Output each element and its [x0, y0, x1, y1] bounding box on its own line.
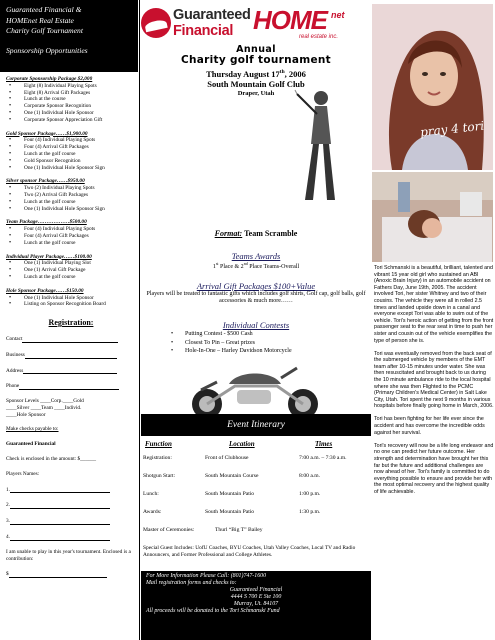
sponsorship-sidebar [0, 0, 138, 640]
package-benefit-item: • One (1) Individual Hole Sponsor [6, 295, 136, 302]
package-benefit-item: • One (1) Arrival Gift Package [6, 267, 136, 274]
package-benefit-item: • One (1) Individual Hole Sponsor [6, 110, 136, 117]
logo-text-financial: Financial [173, 23, 234, 39]
individual-contests-title: Individual Contests [222, 320, 290, 330]
package-benefit-item: • Lunch at the course [6, 96, 136, 103]
tori-story [374, 265, 494, 502]
sponsor-level-options[interactable]: Sponsor Levels ____Corp.____Gold ____Silver ____Team ____Individ. ____Hole Sponsor [6, 398, 84, 418]
package-benefits [6, 295, 136, 309]
function-header: Function [145, 440, 172, 448]
hospital-bed-photo [372, 172, 493, 262]
contest-item: • Hole-In-One – Harley Davidson Motorcycle [171, 347, 371, 356]
business-field[interactable]: Business [6, 352, 136, 359]
sidebar-header [0, 0, 138, 72]
teams-awards-title: Teams Awards [231, 251, 281, 261]
payee-name: Guaranteed Financial [6, 441, 56, 448]
itinerary-row: Master of Ceremonies: Thurl “Big T” Bailey [143, 527, 263, 533]
portrait-image [372, 4, 493, 170]
arrival-gift-text: Players will be treated to fantastic gifts which includes golf shirts, Golf cap, golf balls, golf accessories & much more…… [146, 291, 366, 305]
arrival-gift-title: Arrival Gift Packages $100+Value [196, 281, 316, 291]
itinerary-header-row [143, 440, 371, 451]
story-paragraph: Tori has been fighting for her life ever since the accident and has overcome the incredible odds against her survival. [374, 416, 485, 436]
check-amount-field[interactable]: Check is enclosed in the amount: $______ [6, 456, 97, 463]
teams-awards-text: 1st Place & 2nd Place Teams-Overall [212, 261, 300, 270]
annual-label: Annual [236, 44, 276, 55]
info-phone: For More Information Please Call: (801)747-1600 [146, 573, 267, 579]
individual-contests-section [141, 320, 371, 356]
story-paragraph: Tori was eventually removed from the back seat of the submerged vehicle by members of the EMT team after 10-15 minutes under water. She was then resuscitated and brought back to us during the 10 minute ambulance ride to the local hospital where she was then Flighted to the PCMC (Primary Children's Medical Center) in Salt Lake City, Utah. Tori spent the next 9 months in various hospitals before finally going home in March, 2006. [374, 350, 494, 410]
package-benefit-item: • Eight (8) Arrival Gift Packages [6, 90, 136, 97]
package-benefit-item: • Four (4) Individual Playing Spots [6, 137, 136, 144]
format-label: Format: [214, 229, 243, 238]
mail-city: Murray, Ut. 84107 [233, 601, 279, 608]
package-benefit-item: • Four (4) Individual Playing Spots [6, 226, 136, 233]
contact-info-box [141, 571, 371, 640]
package-benefits [6, 185, 136, 212]
hospital-image [372, 172, 493, 262]
header-line-3: Charity Golf Tournament [6, 26, 83, 35]
package-benefits [6, 260, 136, 280]
package-benefit-item: • Four (4) Arrival Gift Packages [6, 144, 136, 151]
times-header: Times [315, 440, 333, 448]
contact-field[interactable]: Contact [6, 336, 136, 343]
package-title: Individual Player Package……$100.00 [6, 253, 92, 260]
teams-awards-section [141, 251, 371, 270]
event-city: Draper, Utah [237, 90, 275, 97]
itinerary-banner: Event Itinerary [141, 414, 371, 436]
package-benefit-item: • Two (2) Individual Playing Spots [6, 185, 136, 192]
package-benefit-item: • Lunch at the golf course [6, 199, 136, 206]
package-benefit-item: • Corporate Sponsor Appreciation Gift [6, 117, 136, 124]
guaranteed-financial-logo [141, 4, 251, 48]
mail-street: 4444 S 700 E Ste 100 [230, 594, 282, 601]
event-date: Thursday August 17th, 2006 [206, 69, 306, 79]
itinerary-row: Lunch: South Mountain Patio 1:00 p.m. [143, 491, 321, 497]
story-paragraph: Tori Schmanski is a beautiful, brilliant, talented and vibrant 15 year old girl who sustained an ABI (Anoxic Brain Injury) in an automobile accident on Fathers Day, June 19th, 2005. The accident involved Tori, her sister Whitney and two of their cousins. The vehicle they were all in rolled 2.5 times and landed upside down in a canal and everyone except Tori was able to swim out of the vehicle. Tori's heroic action of getting from the front passenger seat to the rear seat in time to push her sister and cousin out of the vehicle exemplifies the type of person she is. [374, 265, 494, 344]
tournament-title: Charity golf tournament [180, 54, 332, 66]
tournament-format [141, 229, 371, 238]
logo-text-real-estate: real estate inc. [299, 34, 339, 40]
pray-for-tori-caption: pray 4 tori [419, 118, 485, 140]
itinerary-row: Awards: South Mountain Patio 1:30 p.m. [143, 509, 321, 515]
header-line-1: Guaranteed Financial & [6, 5, 82, 14]
package-benefit-item: • Corporate Sponsor Recognition [6, 103, 136, 110]
package-benefits [6, 83, 136, 124]
event-venue: South Mountain Golf Club [207, 79, 305, 89]
package-benefit-item: • Lunch at the golf course [6, 151, 136, 158]
motorcycle-icon [177, 360, 333, 422]
logo-text-home: HOME [253, 5, 327, 35]
package-title: Corporate Sponsorship Package $2,000 [6, 76, 93, 82]
itinerary-row: Shotgun Start: South Mountain Course 8:00 a.m. [143, 473, 320, 479]
checks-payable-label: Make checks payable to: [6, 426, 59, 433]
package-benefit-item: • Gold Sponsor Recognition [6, 158, 136, 165]
package-title: Silver sponsor Package……$950.00 [6, 178, 85, 185]
package-list [6, 76, 136, 308]
package-benefit-item: • One (1) Individual Playing Slot [6, 260, 136, 267]
contribution-field[interactable]: $ [6, 571, 136, 578]
story-paragraph: Tori's recovery will now be a life long endeavor and no one can predict her future outcome. Her strength and determination have brought her this far but the future and additional challenges are now ahead of her. Tori's family is committed to do everything possible to ensure and provide her with the most optimal recovery and the highest quality of life achievable. [374, 442, 494, 495]
address-field[interactable]: Address [6, 368, 136, 375]
sponsorship-opportunities-heading: Sponsorship Opportunities [6, 45, 88, 55]
header-line-2: HOMEnet Real Estate [6, 15, 74, 25]
player-name-field[interactable]: 3. [6, 518, 136, 525]
column-divider [139, 0, 140, 640]
unable-to-play-note: I am unable to play in this year's tournament. Enclosed is a contribution: [6, 548, 131, 562]
tori-portrait-photo [372, 4, 493, 170]
location-header: Location [229, 440, 255, 448]
package-benefits [6, 137, 136, 171]
package-benefit-item: • Two (2) Arrival Gift Packages [6, 192, 136, 199]
package-benefits [6, 226, 136, 246]
package-benefit-item: • Listing on Sponsor Recognition Board [6, 301, 136, 308]
player-name-field[interactable]: 4. [6, 534, 136, 541]
package-benefit-item: • Four (4) Arrival Gift Packages [6, 233, 136, 240]
player-name-field[interactable]: 2. [6, 502, 136, 509]
proceeds-note: All proceeds will be donated to the Tori Schmanski Fund [146, 608, 280, 615]
itinerary-row: Registration: Front of Clubhouse 7:00 a.m. – 7:30 a.m. [143, 455, 347, 461]
package-benefit-item: • Eight (8) Individual Playing Spots [6, 83, 136, 90]
contest-item: • Closest To Pin – Great prizes [171, 339, 371, 348]
package-benefit-item: • Lunch at the golf course [6, 240, 136, 247]
package-title: Hole Sponsor Package……$150.00 [6, 287, 84, 294]
sidebar-body [6, 76, 136, 578]
package-benefit-item: • One (1) Individual Hole Sponsor Sign [6, 206, 136, 213]
golfer-icon [293, 88, 347, 206]
itinerary-table [143, 440, 371, 541]
special-guests-text: Special Guest Includes: UofU Coaches, BYU Coaches, Utah Valley Coaches, Local TV and Radio Announcers, and Former Professional and College Athletes. [143, 545, 356, 558]
swoosh-icon [141, 8, 171, 38]
arrival-gift-section [141, 281, 371, 305]
mail-instructions: Mail registration forms and checks to: [146, 580, 237, 587]
package-benefit-item: • Lunch at the golf course [6, 274, 136, 281]
registration-title: Registration: [48, 318, 94, 328]
package-benefit-item: • One (1) Individual Hole Sponsor Sign [6, 165, 136, 172]
logo-text-net: net [331, 10, 345, 20]
player-name-fields [6, 487, 136, 541]
contest-item: • Putting Contest - $500 Cash [171, 330, 371, 339]
phone-field[interactable]: Phone [6, 383, 136, 390]
players-names-label: Players Names: [6, 470, 40, 477]
package-title: Gold Sponsor Package……$1,900.00 [6, 130, 88, 137]
package-title: Team Package………………$500.00 [6, 219, 87, 226]
mail-payee: Guaranteed Financial [229, 587, 283, 594]
homenet-logo [253, 4, 365, 48]
logo-text-guaranteed: Guaranteed [173, 7, 251, 23]
format-value: Team Scramble [244, 229, 298, 238]
player-name-field[interactable]: 1. [6, 487, 136, 494]
